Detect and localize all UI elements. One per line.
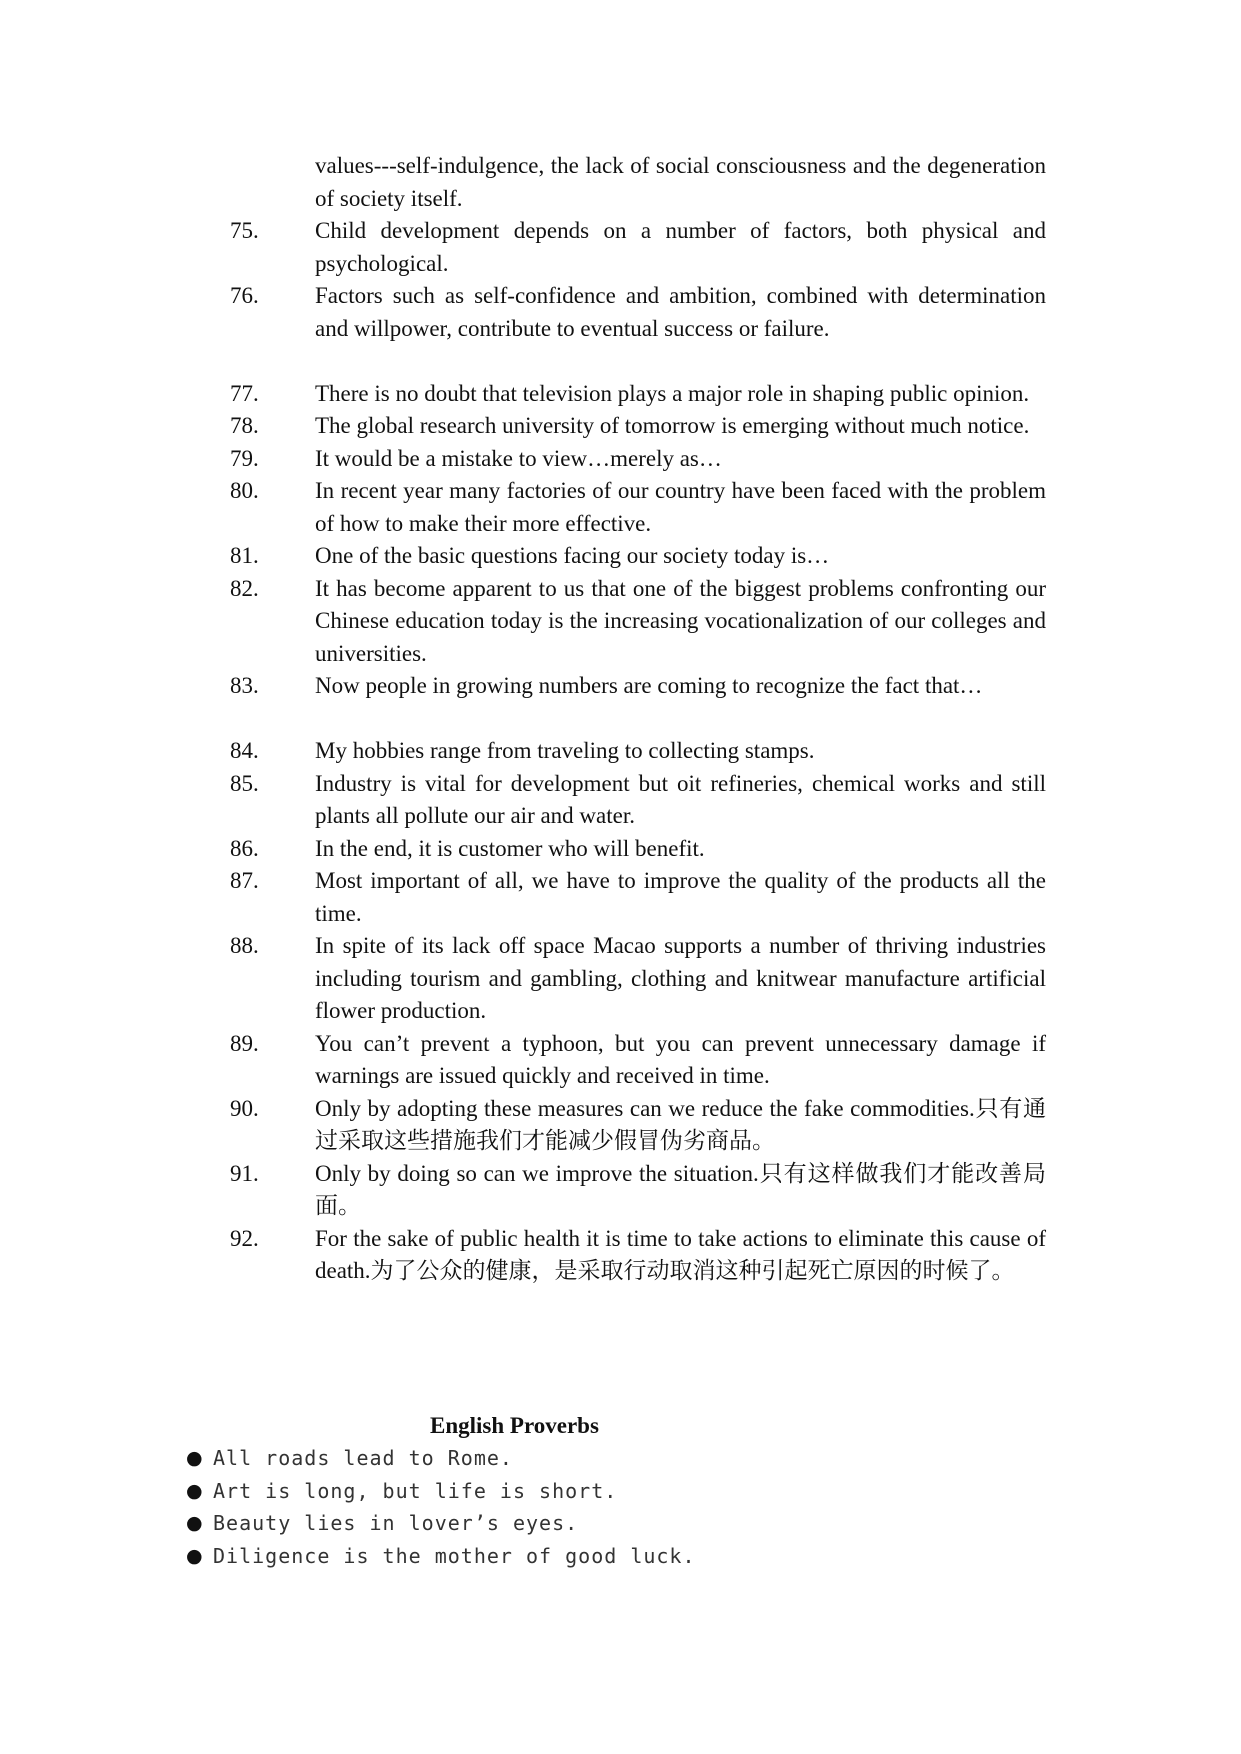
list-item [230, 443, 1046, 476]
item-number: 84. [230, 738, 259, 763]
list-item [230, 573, 1046, 671]
proverb-item [186, 1540, 696, 1573]
paragraph-gap [230, 703, 1046, 736]
item-number: 78. [230, 413, 259, 438]
item-number: 92. [230, 1225, 259, 1251]
item-text: In spite of its lack off space Macao supports a number of thriving industries including tourism and gambling, clothing and knitwear manufacture artificial flower production. [315, 933, 1046, 1023]
proverb-item [186, 1475, 696, 1508]
item-text: Child development depends on a number of factors, both physical and psychological. [315, 218, 1046, 276]
numbered-sentence-list [230, 150, 1046, 1288]
list-item [230, 865, 1046, 930]
proverb-text: Diligence is the mother of good luck. [213, 1543, 696, 1568]
item-number: 77. [230, 380, 259, 406]
item-text: My hobbies range from traveling to collecting stamps. [315, 738, 815, 763]
item-text: It would be a mistake to view…merely as… [315, 445, 722, 471]
item-text: Only by adopting these measures can we reduce the fake commodities.只有通过采取这些措施我们才能减少假冒伪劣商品。 [315, 1095, 1046, 1153]
proverb-list [186, 1442, 696, 1572]
item-text: Industry is vital for development but oit refineries, chemical works and still plants all pollute our air and water. [315, 770, 1046, 828]
proverb-text: All roads lead to Rome. [213, 1446, 513, 1470]
list-item [230, 1028, 1046, 1093]
proverb-item [186, 1442, 696, 1475]
item-number: 87. [230, 868, 259, 893]
item-number: 79. [230, 445, 259, 471]
list-item [230, 410, 1046, 443]
bullet-icon: ● [186, 1544, 204, 1567]
item-text: Now people in growing numbers are coming to recognize the fact that… [315, 673, 983, 698]
list-item [230, 540, 1046, 573]
item-text: It has become apparent to us that one of the biggest problems confronting our Chinese education today is the increasing vocationalization of our colleges and universities. [315, 575, 1046, 666]
item-text: In recent year many factories of our country have been faced with the problem of how to make their more effective. [315, 478, 1046, 536]
item-number: 75. [230, 218, 259, 243]
list-item [230, 833, 1046, 866]
item-number: 76. [230, 283, 259, 308]
list-item [230, 215, 1046, 280]
list-item [230, 280, 1046, 345]
item-text: In the end, it is customer who will benefit. [315, 835, 705, 861]
item-number: 82. [230, 575, 259, 601]
item-number: 86. [230, 835, 259, 861]
item-text: For the sake of public health it is time to take actions to eliminate this cause of death.为了公众的健康，是采取行动取消这种引起死亡原因的时候了。 [315, 1225, 1046, 1283]
proverb-item [186, 1507, 696, 1540]
list-item [230, 1223, 1046, 1288]
item-number: 90. [230, 1095, 259, 1121]
item-text: Only by doing so can we improve the situation.只有这样做我们才能改善局面。 [315, 1160, 1046, 1218]
item-number: 89. [230, 1030, 259, 1056]
item-number: 81. [230, 543, 259, 568]
section-heading: English Proverbs [430, 1413, 599, 1438]
list-item [230, 670, 1046, 703]
list-item [230, 475, 1046, 540]
item-text: values---self-indulgence, the lack of social consciousness and the degeneration of society itself. [315, 153, 1046, 211]
bullet-icon: ● [186, 1512, 204, 1534]
item-text: There is no doubt that television plays a major role in shaping public opinion. [315, 380, 1030, 406]
item-text: Factors such as self-confidence and ambition, combined with determination and willpower, contribute to eventual success or failure. [315, 283, 1046, 341]
list-item [230, 1093, 1046, 1158]
item-text: Most important of all, we have to improve the quality of the products all the time. [315, 868, 1046, 926]
list-item [230, 930, 1046, 1028]
list-item [230, 1158, 1046, 1223]
list-item [230, 150, 1046, 215]
list-item [230, 768, 1046, 833]
list-item [230, 378, 1046, 411]
item-text: The global research university of tomorrow is emerging without much notice. [315, 413, 1030, 438]
item-number: 85. [230, 770, 259, 796]
proverb-text: Art is long, but life is short. [213, 1478, 618, 1503]
item-text: You can’t prevent a typhoon, but you can prevent unnecessary damage if warnings are issued quickly and received in time. [315, 1030, 1046, 1088]
item-text: One of the basic questions facing our society today is… [315, 543, 830, 568]
bullet-icon: ● [186, 1479, 204, 1502]
item-number: 91. [230, 1160, 259, 1186]
list-item [230, 735, 1046, 768]
item-number: 83. [230, 673, 259, 698]
bullet-icon: ● [186, 1447, 204, 1469]
item-number: 80. [230, 478, 259, 503]
proverb-text: Beauty lies in lover’s eyes. [213, 1511, 579, 1535]
item-number: 88. [230, 933, 259, 958]
paragraph-gap [230, 345, 1046, 378]
